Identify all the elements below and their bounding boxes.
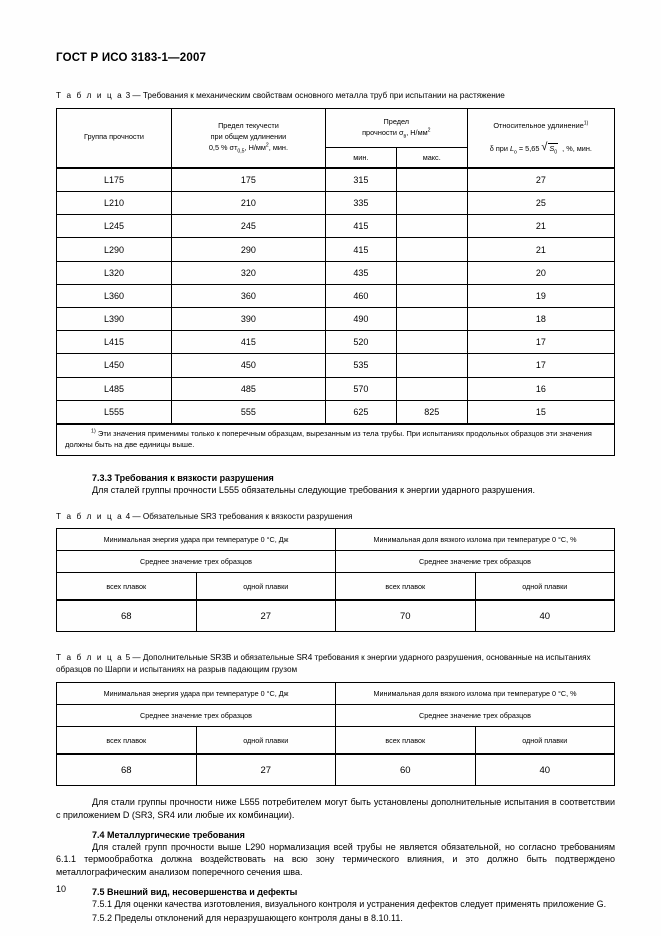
document-header: ГОСТ Р ИСО 3183-1—2007 xyxy=(56,52,207,64)
table3-header-tensile-max: макс. xyxy=(396,147,467,168)
table5-value-2: 27 xyxy=(196,754,336,786)
table5-header-left: Минимальная энергия удара при температуре 0 °С, Дж xyxy=(57,683,336,705)
table4-colheader-1: всех плавок xyxy=(57,573,197,601)
table4-value-3: 70 xyxy=(336,600,476,632)
table3-cell-tensile-max: 825 xyxy=(396,400,467,424)
table3-header-elongation-rad: S xyxy=(549,143,555,153)
table3-footnote xyxy=(57,424,615,455)
table3-cell-grade: L210 xyxy=(57,192,172,215)
table3-header-elongation-radsub: 0 xyxy=(554,149,558,156)
spacer xyxy=(56,632,615,652)
table3-header-elongation-L: L xyxy=(509,143,515,153)
table3-header-elongation-l2a: δ при xyxy=(489,143,510,153)
table4-caption-text: — Обязательные SR3 требования к вязкости разрушения xyxy=(132,511,353,521)
table3-cell-tensile-max xyxy=(396,308,467,331)
spacer xyxy=(56,497,615,511)
table3-cell-grade: L320 xyxy=(57,261,172,284)
table3-cell-tensile-min: 415 xyxy=(325,238,396,261)
table-row xyxy=(57,377,615,400)
table-row xyxy=(57,331,615,354)
table3-header-yield-l3c: , мин. xyxy=(268,143,288,153)
radical-sign-icon: √ xyxy=(541,140,548,153)
table3-header-elongation-Lsub: o xyxy=(514,149,517,156)
table3-cell-yield: 415 xyxy=(171,331,325,354)
table3-cell-elongation: 18 xyxy=(467,308,614,331)
table3-cell-grade: L415 xyxy=(57,331,172,354)
table3-cell-tensile-min: 625 xyxy=(325,400,396,424)
section-75-heading: 7.5 Внешний вид, несовершенства и дефекты xyxy=(92,887,298,897)
table3-cell-tensile-min: 315 xyxy=(325,168,396,192)
spacer xyxy=(56,786,615,795)
table3-cell-grade: L390 xyxy=(57,308,172,331)
table3-cell-yield: 450 xyxy=(171,354,325,377)
table3-cell-yield: 360 xyxy=(171,284,325,307)
table3-header-tensile-sub: в xyxy=(403,133,407,140)
section-733-paragraph: Для сталей группы прочности L555 обязательны следующие требования к энергии ударного разрушения. xyxy=(92,484,535,495)
table3-cell-elongation: 21 xyxy=(467,238,614,261)
table5-header-right: Минимальная доля вязкого излома при температуре 0 °С, % xyxy=(336,683,615,705)
table-row xyxy=(57,215,615,238)
table3-cell-grade: L245 xyxy=(57,215,172,238)
table3-header-tensile-min: мин. xyxy=(325,147,396,168)
table3-cell-tensile-max xyxy=(396,238,467,261)
table3-footnote-text: Эти значения применимы только к поперечным образцам, вырезанным из тела трубы. При испытаниях продольных образцов эти значения должны быть на две единицы выше. xyxy=(65,428,592,450)
page-number: 10 xyxy=(56,884,67,894)
table3-foot xyxy=(57,424,615,455)
table-row xyxy=(57,284,615,307)
table3-cell-yield: 290 xyxy=(171,238,325,261)
table4-colheader-3: всех плавок xyxy=(336,573,476,601)
table3-cell-elongation: 20 xyxy=(467,261,614,284)
table3-cell-tensile-min: 570 xyxy=(325,377,396,400)
table4-value-4: 40 xyxy=(475,600,615,632)
table5-caption xyxy=(56,652,615,676)
table-row xyxy=(57,168,615,192)
table3-cell-tensile-min: 415 xyxy=(325,215,396,238)
table4-header-left: Минимальная энергия удара при температуре 0 °С, Дж xyxy=(57,529,336,551)
table3-cell-yield: 485 xyxy=(171,377,325,400)
table3-cell-tensile-min: 335 xyxy=(325,192,396,215)
sqrt-icon xyxy=(541,140,560,156)
table3-header-yield xyxy=(171,108,325,168)
table3-cell-elongation: 16 xyxy=(467,377,614,400)
table4-caption-label: Т а б л и ц а xyxy=(56,511,124,521)
table4-colheader-2: одной плавки xyxy=(196,573,336,601)
table3-header-yield-sub: 0,5 xyxy=(237,148,245,155)
table5-sr3b-sr4-requirements xyxy=(56,682,615,786)
table3-header-yield-l3b: , Н/мм xyxy=(244,143,266,153)
table5-colheader-3: всех плавок xyxy=(336,727,476,755)
table3-cell-elongation: 25 xyxy=(467,192,614,215)
table3-footnote-marker: 1) xyxy=(91,428,96,435)
table4-value-1: 68 xyxy=(57,600,197,632)
table3-cell-grade: L175 xyxy=(57,168,172,192)
table5-value-4: 40 xyxy=(475,754,615,786)
table3-header-tensile-l2b: , Н/мм xyxy=(406,127,428,137)
table3-mechanical-properties xyxy=(56,108,615,456)
section-751-paragraph: 7.5.1 Для оценки качества изготовления, визуального контроля и устранения дефектов следует применять приложение G. xyxy=(92,899,607,909)
table3-header-tensile xyxy=(325,108,467,147)
table3-header-yield-l2: при общем удлинении xyxy=(210,132,287,142)
table3-caption xyxy=(56,90,615,102)
table4-value-row xyxy=(57,600,615,632)
table3-header-elongation-tail: , %, мин. xyxy=(560,143,592,153)
table3-cell-yield: 210 xyxy=(171,192,325,215)
table3-cell-yield: 175 xyxy=(171,168,325,192)
table4-caption-number: 4 xyxy=(125,511,131,521)
table3-header-elongation-l1: Относительное удлинение xyxy=(493,120,584,130)
table3-cell-tensile-max xyxy=(396,215,467,238)
table-row xyxy=(57,238,615,261)
table3-cell-tensile-max xyxy=(396,261,467,284)
table5-value-1: 68 xyxy=(57,754,197,786)
table3-head xyxy=(57,108,615,168)
table-row xyxy=(57,400,615,424)
table4-value-2: 27 xyxy=(196,600,336,632)
table3-cell-tensile-max xyxy=(396,284,467,307)
table5-caption-number: 5 xyxy=(125,653,131,663)
table4-header-right: Минимальная доля вязкого излома при температуре 0 °С, % xyxy=(336,529,615,551)
table4-colheader-4: одной плавки xyxy=(475,573,615,601)
table5-value-3: 60 xyxy=(336,754,476,786)
table3-cell-grade: L450 xyxy=(57,354,172,377)
table3-caption-text: — Требования к механическим свойствам основного металла труб при испытании на растяжение xyxy=(132,91,505,100)
table3-cell-elongation: 17 xyxy=(467,331,614,354)
table3-cell-yield: 245 xyxy=(171,215,325,238)
table4-subheader-left: Среднее значение трех образцов xyxy=(57,551,336,573)
table3-header-tensile-l2a: прочности σ xyxy=(362,127,404,137)
table5-subheader-left: Среднее значение трех образцов xyxy=(57,705,336,727)
table3-cell-yield: 320 xyxy=(171,261,325,284)
table-row xyxy=(57,261,615,284)
table5-subheader-right: Среднее значение трех образцов xyxy=(336,705,615,727)
table3-cell-tensile-min: 535 xyxy=(325,354,396,377)
closing-paragraph: Для стали группы прочности ниже L555 потребителем могут быть установлены дополнительные испытания в соответствии с приложением D (SR3, SR4 или любые их комбинации). xyxy=(56,797,615,820)
spacer xyxy=(56,456,615,465)
table3-header-yield-sup: 2 xyxy=(265,142,269,149)
table5-value-row xyxy=(57,754,615,786)
table3-body xyxy=(57,168,615,424)
table3-cell-elongation: 15 xyxy=(467,400,614,424)
table4-sr3-requirements xyxy=(56,528,615,632)
table3-cell-grade: L290 xyxy=(57,238,172,261)
table3-cell-tensile-min: 520 xyxy=(325,331,396,354)
table3-cell-grade: L555 xyxy=(57,400,172,424)
table-row xyxy=(57,354,615,377)
table3-cell-tensile-max xyxy=(396,168,467,192)
table3-header-tensile-sup: 2 xyxy=(427,127,431,134)
table4-caption xyxy=(56,511,615,523)
table3-cell-tensile-max xyxy=(396,354,467,377)
table5-colheader-4: одной плавки xyxy=(475,727,615,755)
table3-cell-elongation: 27 xyxy=(467,168,614,192)
table3-cell-yield: 390 xyxy=(171,308,325,331)
table3-cell-tensile-max xyxy=(396,377,467,400)
table3-cell-tensile-min: 490 xyxy=(325,308,396,331)
table5-colheader-2: одной плавки xyxy=(196,727,336,755)
table3-cell-tensile-max xyxy=(396,331,467,354)
table-row xyxy=(57,308,615,331)
table3-header-elongation xyxy=(467,108,614,168)
table3-header-elongation-footnote-marker: 1) xyxy=(583,120,589,127)
section-752-paragraph: 7.5.2 Пределы отклонений для неразрушающего контроля даны в 8.10.11. xyxy=(92,912,403,923)
table5-caption-label: Т а б л и ц а xyxy=(56,653,124,663)
table3-cell-yield: 555 xyxy=(171,400,325,424)
table3-header-yield-l1: Предел текучести xyxy=(218,121,279,131)
table4-subheader-right: Среднее значение трех образцов xyxy=(336,551,615,573)
table3-cell-tensile-min: 435 xyxy=(325,261,396,284)
table3-header-elongation-eq: = 5,65 xyxy=(516,143,542,153)
table5-caption-text: — Дополнительные SR3B и обязательные SR4 требования к энергии ударного разрушения, основанные на испытаниях образцов по Шарпи и испытаниях на разрыв падающим грузом xyxy=(56,653,591,675)
table3-cell-elongation: 21 xyxy=(467,215,614,238)
section-74-heading: 7.4 Металлургические требования xyxy=(92,829,245,840)
table3-cell-tensile-max xyxy=(396,192,467,215)
table3-cell-elongation: 19 xyxy=(467,284,614,307)
table3-caption-label: Т а б л и ц а xyxy=(56,91,124,100)
section-74-paragraph: Для сталей групп прочности выше L290 нормализация всей трубы не является обязательной, но согласно требованиям 6.1.1 термообработка должна воздействовать на всю зону термического влияния, и это должно быть подтверждено металлографическим анализом поперечного сечения шва. xyxy=(56,841,615,878)
table3-cell-grade: L485 xyxy=(57,377,172,400)
table-row xyxy=(57,192,615,215)
table3-cell-grade: L360 xyxy=(57,284,172,307)
table3-header-grade: Группа прочности xyxy=(57,108,172,168)
table3-cell-elongation: 17 xyxy=(467,354,614,377)
table5-colheader-1: всех плавок xyxy=(57,727,197,755)
table3-caption-number: 3 xyxy=(125,91,131,100)
table3-header-tensile-l1: Предел xyxy=(383,116,410,126)
table3-header-yield-l3a: 0,5 % σт xyxy=(208,143,238,153)
table3-cell-tensile-min: 460 xyxy=(325,284,396,307)
section-733-heading: 7.3.3 Требования к вязкости разрушения xyxy=(92,472,274,483)
